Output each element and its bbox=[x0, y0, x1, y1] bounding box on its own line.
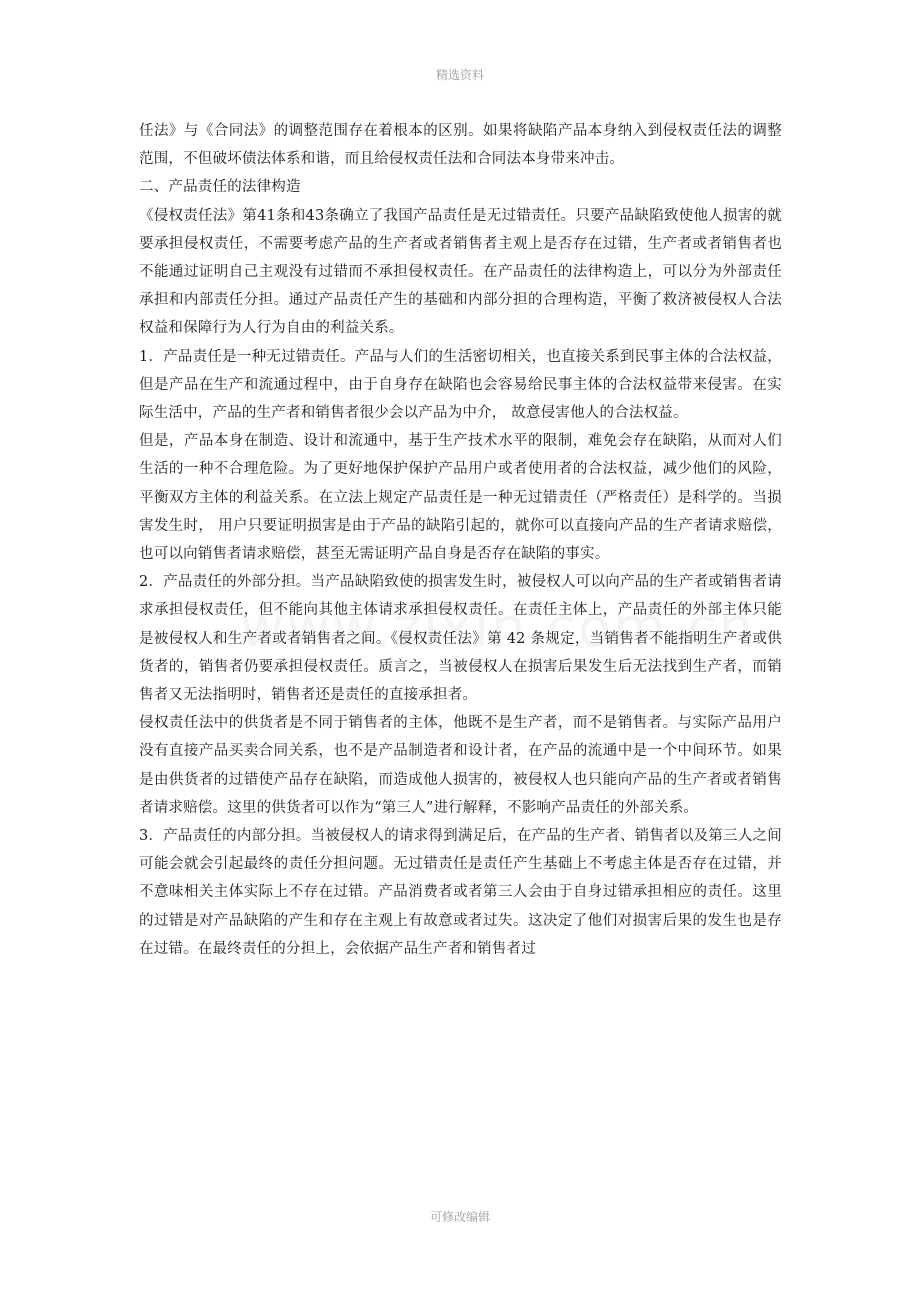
paragraph-intro: 《侵权责任法》第41条和43条确立了我国产品责任是无过错责任。只要产品缺陷致使他人损害的就要承担侵权责任，不需要考虑产品的生产者或者销售者主观上是否存在过错，生产者或者销售者也不能通过证明自己主观没有过错而不承担侵权责任。在产品责任的法律构造上，可以分为外部责任承担和内部责任分担。通过产品责任产生的基础和内部分担的合理构造，平衡了救济被侵权人合法权益和保障行为人行为自由的利益关系。 bbox=[139, 207, 782, 337]
paragraph-point-1-continued: 但是，产品本身在制造、设计和流通中，基于生产技术水平的限制，难免会存在缺陷，从而对人们生活的一种不合理危险。为了更好地保护保护产品用户或者使用者的合法权益，减少他们的风险，平衡双方主体的利益关系。在立法上规定产品责任是一种无过错责任（严格责任）是科学的。当损害发生时， 用户只要证明损害是由于产品的缺陷引起的，就你可以直接向产品的生产者请求赔偿，也可以向销售者请求赔偿，甚至无需证明产品自身是否存在缺陷的事实。 bbox=[139, 433, 782, 563]
paragraph-continuation: 任法》与《合同法》的调整范围存在着根本的区别。如果将缺陷产品本身纳入到侵权责任法的调整范围，不但破坏债法体系和谐，而且给侵权责任法和合同法本身带来冲击。 bbox=[139, 123, 782, 168]
paragraph-point-3: 3．产品责任的内部分担。当被侵权人的请求得到满足后，在产品的生产者、销售者以及第三人之间可能会就会引起最终的责任分担问题。无过错责任是责任产生基础上不考虑主体是否存在过错，并不意味相关主体实际上不存在过错。产品消费者或者第三人会由于自身过错承担相应的责任。这里的过错是对产品缺陷的产生和存在主观上有故意或者过失。这决定了他们对损害后果的发生也是存在过错。在最终责任的分担上，会依据产品生产者和销售者过 bbox=[139, 828, 782, 957]
paragraph-supplier: 侵权责任法中的供货者是不同于销售者的主体，他既不是生产者，而不是销售者。与实际产品用户没有直接产品买卖合同关系，也不是产品制造者和设计者，在产品的流通中是一个中间环节。如果是由供货者的过错使产品存在缺陷，而造成他人损害的，被侵权人也只能向产品的生产者或者销售者请求赔偿。这里的供货者可以作为“第三人”进行解释，不影响产品责任的外部关系。 bbox=[139, 715, 782, 816]
document-body bbox=[139, 117, 782, 963]
page-header: 精选资料 bbox=[435, 68, 484, 82]
page-footer: 可修改编辑 bbox=[429, 1210, 490, 1224]
paragraph-point-1: 1．产品责任是一种无过错责任。产品与人们的生活密切相关，也直接关系到民事主体的合法权益，但是产品在生产和流通过程中，由于自身存在缺陷也会容易给民事主体的合法权益带来侵害。在实际生活中，产品的生产者和销售者很少会以产品为中介， 故意侵害他人的合法权益。 bbox=[139, 348, 782, 422]
section-heading: 二、产品责任的法律构造 bbox=[139, 179, 301, 196]
paragraph-point-2: 2．产品责任的外部分担。当产品缺陷致使的损害发生时，被侵权人可以向产品的生产者或销售者请求承担侵权责任，但不能向其他主体请求承担侵权责任。在责任主体上，产品责任的外部主体只能是被侵权人和生产者或者销售者之间。《侵权责任法》第 42 条规定，当销售者不能指明生产者或供货者的，销售者仍要承担侵权责任。质言之，当被侵权人在损害后果发生后无法找到生产者，而销售者又无法指明时，销售者还是责任的直接承担者。 bbox=[139, 574, 782, 704]
